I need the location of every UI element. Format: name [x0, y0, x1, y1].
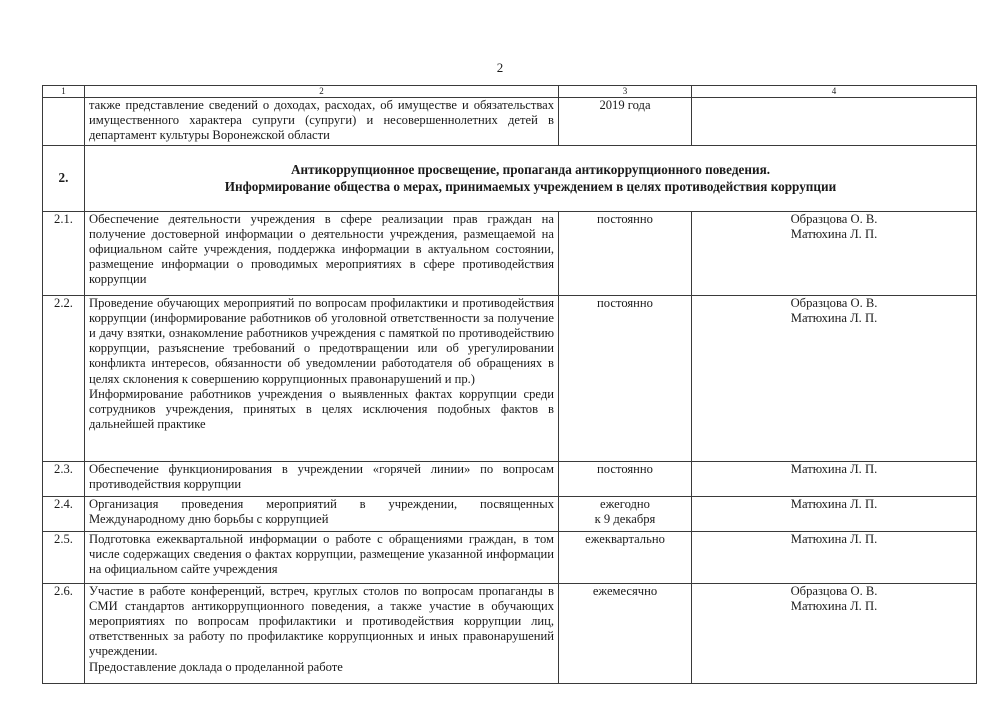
row-term [559, 295, 692, 461]
responsible-person: Матюхина Л. П. [790, 226, 878, 241]
table-row [43, 295, 977, 461]
row-responsible [692, 211, 977, 295]
row-number: 2.6. [43, 583, 85, 683]
row-number [43, 98, 85, 146]
table-row [43, 496, 977, 531]
row-description [85, 295, 559, 461]
row-responsible [692, 461, 977, 496]
anticorruption-plan-table [42, 85, 977, 684]
column-number: 2 [85, 86, 559, 98]
row-number: 2.4. [43, 496, 85, 531]
description-paragraph: Предоставление доклада о проделанной работе [89, 659, 343, 674]
term-line: ежемесячно [592, 583, 658, 598]
column-number: 3 [559, 86, 692, 98]
term-line: ежеквартально [585, 531, 665, 546]
page-number: 2 [496, 60, 504, 75]
row-number: 2.3. [43, 461, 85, 496]
responsible-person: Матюхина Л. П. [790, 598, 878, 613]
term-line: ежегодно [600, 496, 650, 511]
row-term [559, 461, 692, 496]
row-term [559, 583, 692, 683]
row-number: 2.1. [43, 211, 85, 295]
term-line: постоянно [597, 461, 653, 476]
responsible-person: Матюхина Л. П. [790, 461, 878, 476]
responsible-person: Образцова О. В. [790, 211, 878, 226]
row-responsible [692, 583, 977, 683]
responsible-person: Матюхина Л. П. [790, 531, 878, 546]
row-description: также представление сведений о доходах, расходах, об имуществе и обязательствах имущественного характера супруги (супруги) и несовершеннолетних детей в департамент культуры Воронежской области [85, 98, 559, 146]
row-term [559, 211, 692, 295]
description-paragraph: Проведение обучающих мероприятий по вопросам профилактики и противодействия коррупции (информирование работников об уголовной ответственности за получение и дачу взятки, ознакомление работников учреждения с памяткой по противодействию коррупции, разъяснение требований о предотвращении или об урегулировании конфликта интересов, обязанности об уведомлении работодателя об обращениях в целях склонения к совершению коррупционных правонарушений и пр.) [89, 295, 554, 386]
row-responsible [692, 531, 977, 583]
column-number-row [43, 86, 977, 98]
row-term: 2019 года [559, 98, 692, 146]
term-line: постоянно [597, 295, 653, 310]
row-description: Обеспечение деятельности учреждения в сфере реализации прав граждан на получение достоверной информации о деятельности учреждения, размещаемой на официальном сайте учреждения, поддержка информации в актуальном состоянии, размещение информации о проводимых мероприятиях в сфере противодействия коррупции [85, 211, 559, 295]
responsible-person: Образцова О. В. [790, 583, 878, 598]
row-term [559, 496, 692, 531]
table-row [43, 211, 977, 295]
responsible-person: Матюхина Л. П. [790, 496, 878, 511]
row-number: 2.5. [43, 531, 85, 583]
row-responsible [692, 496, 977, 531]
row-description: Обеспечение функционирования в учреждении «горячей линии» по вопросам противодействия коррупции [85, 461, 559, 496]
table-row [43, 531, 977, 583]
column-number: 4 [692, 86, 977, 98]
table-row [43, 583, 977, 683]
row-description [85, 583, 559, 683]
section-title [85, 145, 977, 211]
row-number: 2.2. [43, 295, 85, 461]
table-row [43, 461, 977, 496]
description-paragraph: Информирование работников учреждения о выявленных фактах коррупции среди сотрудников учреждения, принятых в целях исключения подобных фактов в дальнейшей практике [89, 386, 554, 432]
row-description: Организация проведения мероприятий в учреждении, посвященных Международному дню борьбы с коррупцией [85, 496, 559, 531]
section-number: 2. [43, 145, 85, 211]
row-term [559, 531, 692, 583]
section-header-row [43, 145, 977, 211]
responsible-person: Матюхина Л. П. [790, 310, 878, 325]
row-responsible [692, 295, 977, 461]
term-line: постоянно [597, 211, 653, 226]
description-paragraph: Участие в работе конференций, встреч, круглых столов по вопросам пропаганды в СМИ стандартов антикоррупционного поведения, а также участие в обучающих мероприятиях по вопросам профилактики и противодействия коррупции лиц, ответственных за работу по профилактике коррупционных и иных правонарушений учреждении. [89, 583, 554, 659]
row-responsible [692, 98, 977, 146]
responsible-person: Образцова О. В. [790, 295, 878, 310]
section-title-line: Информирование общества о мерах, принимаемых учреждением в целях противодействия коррупции [224, 178, 837, 194]
section-title-line: Антикоррупционное просвещение, пропаганда антикоррупционного поведения. [291, 161, 770, 177]
term-line: к 9 декабря [594, 511, 656, 526]
row-description: Подготовка ежеквартальной информации о работе с обращениями граждан, в том числе содержащих сведения о фактах коррупции, размещение указанной информации на официальном сайте учреждения [85, 531, 559, 583]
column-number: 1 [43, 86, 85, 98]
continuation-row [43, 98, 977, 146]
